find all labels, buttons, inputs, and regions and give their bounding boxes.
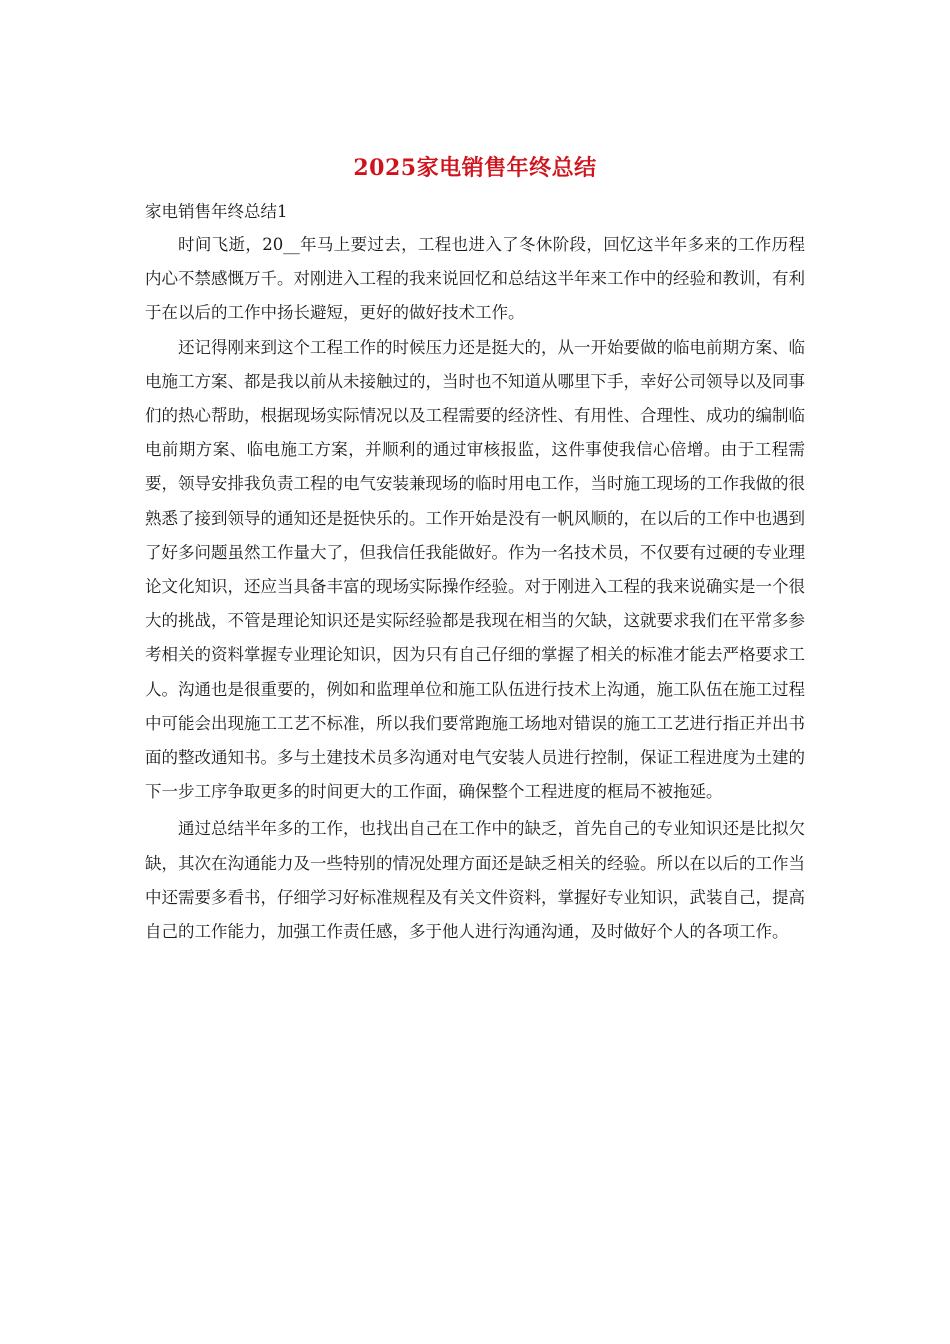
body-paragraph-3: 通过总结半年多的工作，也找出自己在工作中的缺乏，首先自己的专业知识还是比拟欠缺，其次在沟通能力及一些特别的情况处理方面还是缺乏相关的经验。所以在以后的工作当中还需要多看书，仔细学习好标准规程及有关文件资料，掌握好专业知识，武装自己，提高自己的工作能力，加强工作责任感，多于他人进行沟通沟通，及时做好个人的各项工作。: [145, 819, 805, 942]
document-subtitle: 家电销售年终总结1: [145, 202, 288, 221]
body-paragraph-2: 还记得刚来到这个工程工作的时候压力还是挺大的，从一开始要做的临电前期方案、临电施工方案、都是我以前从未接触过的，当时也不知道从哪里下手，幸好公司领导以及同事们的热心帮助，根据现场实际情况以及工程需要的经济性、有用性、合理性、成功的编制临电前期方案、临电施工方案，并顺利的通过审核报监，这件事使我信心倍增。由于工程需要，领导安排我负责工程的电气安装兼现场的临时用电工作，当时施工现场的工作我做的很熟悉了接到领导的通知还是挺快乐的。工作开始是没有一帆风顺的，在以后的工作中也遇到了好多问题虽然工作量大了，但我信任我能做好。作为一名技术员，不仅要有过硬的专业理论文化知识，还应当具备丰富的现场实际操作经验。对于刚进入工程的我来说确实是一个很大的挑战，不管是理论知识还是实际经验都是我现在相当的欠缺，这就要求我们在平常多参考相关的资料掌握专业理论知识，因为只有自己仔细的掌握了相关的标准才能去严格要求工人。沟通也是很重要的，例如和监理单位和施工队伍进行技术上沟通，施工队伍在施工过程中可能会出现施工工艺不标准，所以我们要常跑施工场地对错误的施工工艺进行指正并出书面的整改通知书。多与土建技术员多沟通对电气安装人员进行控制，保证工程进度为土建的下一步工序争取更多的时间更大的工作面，确保整个工程进度的框局不被拖延。: [145, 337, 805, 802]
document-body: [145, 228, 805, 949]
document-title: 2025家电销售年终总结: [353, 155, 597, 181]
body-paragraph-1: 时间飞逝，20__年马上要过去，工程也进入了冬休阶段，回忆这半年多来的工作历程内心不禁感慨万千。对刚进入工程的我来说回忆和总结这半年来工作中的经验和教训，有利于在以后的工作中扬长避短，更好的做好技术工作。: [145, 235, 805, 323]
